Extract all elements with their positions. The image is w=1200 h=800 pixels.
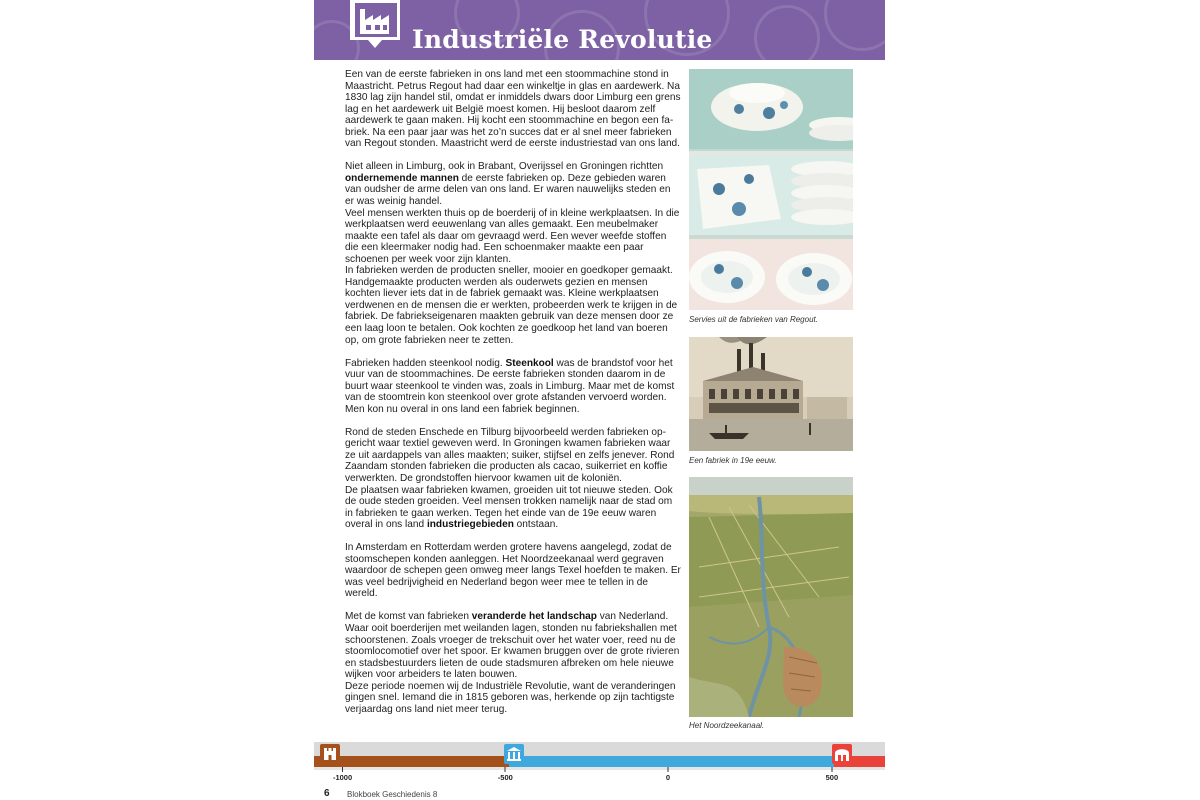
museum-icon [504,744,524,764]
timeline-segment-brown [314,756,509,767]
timeline-segment-blue [509,756,834,767]
timeline [314,742,885,786]
article-text [345,69,682,727]
text-run: Fabrieken hadden steenkool nodig. [345,357,506,369]
paragraph [345,542,682,600]
paragraph [345,69,682,150]
paragraph [345,161,682,346]
timeline-tick-label: 500 [825,773,839,782]
page-number: 6 [324,788,330,799]
text-run: van Nederland. Waar ooit boerderijen met weilanden lagen, stonden nu fabriekshallen met schoorstenen. Zoals vroeger de trekschuit over het water voer, reed nu de stoomlocomotief over het spoor. Er kwamen bruggen over de grote rivieren en stadsbestuurders lieten de oude stadsmuren afbreken om hele nieuwe wijken voor arbeiders te laten bouwen. [345,611,680,681]
text-run: Veel mensen werkten thuis op de boerderij of in kleine werkplaatsen. In die werkplaatsen werd eeuwenlang van alles gemaakt. Een meubelmaker maakte een tafel als daar om gevraagd werd. Een wever weefde stoffen die een kleermaker nodig had. Een schoenmaker maakte een paar schoenen per week voor zijn klanten. [345,207,680,265]
key-term: ondernemende mannen [345,172,459,184]
book-title: Blokboek Geschiedenis 8 [347,790,438,799]
figure-caption: Een fabriek in 19e eeuw. [689,456,777,465]
paragraph [345,427,682,531]
timeline-tick-label: -1000 [332,773,353,782]
text-run: Met de komst van fabrieken [345,611,472,623]
factory-hall-icon [832,744,852,764]
key-term: industriegebieden [426,519,514,531]
timeline-tick-label: -500 [497,773,513,782]
factory-engraving [689,337,853,451]
noordzeekanaal-map [689,477,853,717]
text-run: In Amsterdam en Rotterdam werden grotere havens aangelegd, zodat de stoomschepen konden aanleggen. Het Noordzeekanaal werd gegraven waardoor de schepen geen omweg meer langs Texel hoefden te maken. Er was veel bedrijvigheid en Nederland begon weer mee te tellen in de wereld. [345,542,681,600]
page [314,0,885,800]
text-run: Niet alleen in Limburg, ook in Brabant, Overijssel en Groningen richtten [345,161,664,173]
text-run: was de brandstof voor het vuur van de stoommachines. De eerste fabrieken stonden daarom in de buurt waar steenkool te vinden was, zoals in Limburg. Maar met de komst van de stoomtrein kon steenkool over grote afstanden vervoerd worden. Men kon nu overal in ons land een fabriek beginnen. [345,357,675,415]
text-run: de eerste fabrieken op. Deze gebieden waren van oudsher de arme delen van ons land. Er waren nauwelijks steden en er was weinig handel. [345,172,671,207]
text-run: Rond de steden Enschede en Tilburg bijvoorbeeld werden fabrieken op-gericht waar textiel geweven werd. In Groningen kwamen fabrieken waar ze uit aardappels van alles maakten; suiker, stijfsel en zelfs jenever. Rond Zaandam stonden fabrieken die producten als cacao, suikerriet en koffie verwerkten. De grondstoffen hiervoor kwamen uit de koloniën. [345,426,675,484]
factory-icon [348,0,402,52]
figure-caption: Servies uit de fabrieken van Regout. [689,315,818,324]
paragraph [345,358,682,416]
text-run: De plaatsen waar fabrieken kwamen, groeiden uit tot nieuwe steden. Ook de oude steden groeiden. Veel mensen trokken namelijk naar de stad om in fabrieken te gaan werken. Tegen het einde van de 19e eeuw waren overal in ons land [345,484,673,531]
key-term: veranderde het landschap [471,611,597,623]
paragraph [345,611,682,715]
page-title: Industriële Revolutie [412,25,713,54]
header-banner [314,0,885,60]
text-run: Deze periode noemen wij de Industriële Revolutie, want de veranderingen gingen snel. Iemand die in 1815 geboren was, herkende op zijn tachtigste verjaardag ons land niet meer terug. [345,680,676,715]
figure-caption: Het Noordzeekanaal. [689,721,765,730]
timeline-tick-label: 0 [665,773,671,782]
tableware-photo [689,69,853,310]
text-run: ontstaan. [513,519,559,531]
text-run: Een van de eerste fabrieken in ons land met een stoommachine stond in Maastricht. Petrus Regout had daar een winkeltje in glas en aardewerk. Na 1830 lag zijn handel stil, omdat er inmiddels dwars door Limburg een grens lag en het aardewerk uit België moest komen. Hij besloot daarom zelf aardewerk te gaan maken. Hij kocht een stoommachine en begon een fa-briek. Na een paar jaar was het zo’n succes dat er al snel meer fabrieken van Regout stonden. Maastricht werd de eerste industriestad van ons land. [345,69,681,150]
castle-icon [320,744,340,764]
text-run: In fabrieken werden de producten sneller, mooier en goedkoper gemaakt. Handgemaakte producten werden als ouderwets gezien en mensen kochten liever iets dat in de fabriek gemaakt was. Kleine werkplaatsen verdwenen en de mensen die er werkten, probeerden werk te krijgen in de fabriek. De fabriekseigenaren maakten gebruik van deze mensen door ze een laag loon te betalen. Ook kochten ze goedkoop het land van boeren op, om grote fabrieken neer te zetten. [345,265,678,346]
key-term: Steenkool [505,357,554,369]
